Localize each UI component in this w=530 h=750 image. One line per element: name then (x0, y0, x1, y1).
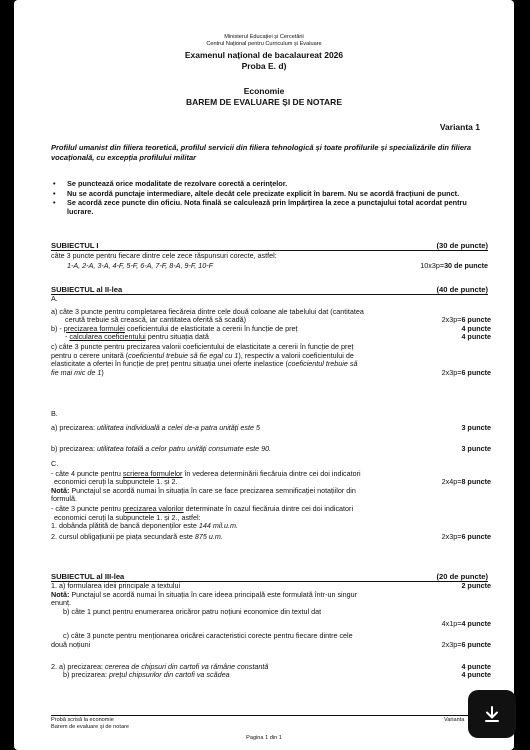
s2-part-a: A. a) câte 3 puncte pentru completarea fiecăreia dintre cele două coloane ale tabelului dat (cantitatea cerută trebuie să crească, iar cantitatea oferită să scadă) 2x3p=6 puncte b) - precizarea formulei coeficientului de elasticitate a cererii în funcție de preț 4 puncte - calcularea coeficientului pentru situația dată 4 puncte c) câte 3 puncte pentru precizarea valorii coeficientului de elasticitate a cererii în funcție de preț pentru o cerere unitară (coeficientul trebuie să fie egal cu 1), respectiv a valorii coeficientului de elasticitate a ofertei în funcție de preț pentru situația unei oferte inelastice (coeficientul trebuie să fie mai mic de 1) 2x3p=6 puncte (51, 294, 491, 377)
section-1-points: (30 de puncte) (436, 241, 488, 250)
footer-left-2: Barem de evaluare și de notare (51, 724, 130, 730)
s2-part-b: B. a) precizarea: utilitatea individuală a celei de-a patra unități este 5 3 puncte b) precizarea: utilitatea totală a celor patru unități consumate este 90. 3 puncte (51, 409, 491, 454)
download-button[interactable] (468, 690, 516, 738)
document-page (14, 0, 514, 750)
footer-left-1: Probă scrisă la economie (51, 717, 114, 723)
section-1-header (51, 241, 488, 251)
barem-title: BAREM DE EVALUARE ȘI DE NOTARE (185, 97, 342, 107)
profile-text: Profilul umanist din filiera teoretică, profilul servicii din filiera tehnologică și toate profilurile și specializările din filiera vocațională, cu excepția profilului militar (51, 143, 472, 162)
rule-item: • Se acordă zece puncte din oficiu. Nota finală se calculează prin împărțirea la zece a punctajului total acordat pentru lucrare. (51, 199, 488, 216)
centre-line: Centrul Național pentru Curriculum și Evaluare (206, 41, 322, 47)
section-2-title: SUBIECTUL al II-lea (51, 285, 123, 294)
s1-answers: 1-A, 2-A, 3-A, 4-F, 5-F, 6-A, 7-F, 8-A, 9-F, 10-F (67, 261, 214, 270)
section-3-title: SUBIECTUL al III-lea (51, 572, 125, 581)
download-icon (482, 704, 502, 724)
s2-part-c: C. - câte 4 puncte pentru scrierea formulelor în vederea determinării fiecăruia dintre cei doi indicatori economici ceruți la subpunctele 1. și 2. 2x4p=8 puncte Notă: Punctajul se acordă numai în situația în care se face precizarea semnificației notațiilor din formulă. - câte 3 puncte pentru precizarea valorilor determinate în cazul fiecăruia dintre cei doi indicatori economici ceruți la subpunctele 1. și 2., astfel: 1. dobânda plătită de bancă deponenților este 144 mil.u.m. 2. cursul obligațiunii pe piața secundară este 875 u.m. 2x3p=6 puncte (51, 459, 491, 541)
section-1-title: SUBIECTUL I (51, 241, 99, 250)
footer-right: Varianta (444, 717, 465, 723)
section-2-header (51, 285, 488, 295)
varianta-label: Varianta 1 (439, 122, 480, 132)
rule-item: • Nu se acordă punctaje intermediare, altele decât cele precizate explicit în barem. Nu se acordă fracțiuni de punct. (51, 190, 488, 199)
s3-body: 1. a) formularea ideii principale a textului 2 puncte Notă: Punctajul se acordă numai în situația în care ideea principală este formulată într-un singur enunț. b) câte 1 punct pentru enumerarea oricăror patru noțiuni economice din textul dat 4x1p=4 puncte c) câte 3 puncte pentru menționarea oricărei caracteristici corecte pentru fiecare dintre cele două noțiuni 2x3p=6 puncte 2. a) precizarea: cererea de chipsuri din cartofi va rămâne constantă 4 puncte b) precizarea: prețul chipsurilor din cartofi va scădea 4 puncte (51, 581, 491, 680)
footer-rule (51, 715, 488, 716)
exam-title: Examenul național de bacalaureat 2026 (184, 50, 344, 60)
subject-title: Economie (243, 86, 285, 96)
rules-list (51, 180, 488, 217)
proba-title: Proba E. d) (241, 61, 287, 71)
s1-score: 10x3p=30 de puncte (420, 261, 488, 270)
ministry-line: Ministerul Educației și Cercetării (224, 34, 304, 40)
s1-instruction: câte 3 puncte pentru fiecare dintre cele zece răspunsuri corecte, astfel: (51, 251, 277, 260)
page-number: Pagina 1 din 1 (246, 735, 282, 741)
section-3-points: (20 de puncte) (436, 572, 488, 581)
section-2-points: (40 de puncte) (436, 285, 488, 294)
rule-item: • Se punctează orice modalitate de rezolvare corectă a cerințelor. (51, 180, 488, 189)
